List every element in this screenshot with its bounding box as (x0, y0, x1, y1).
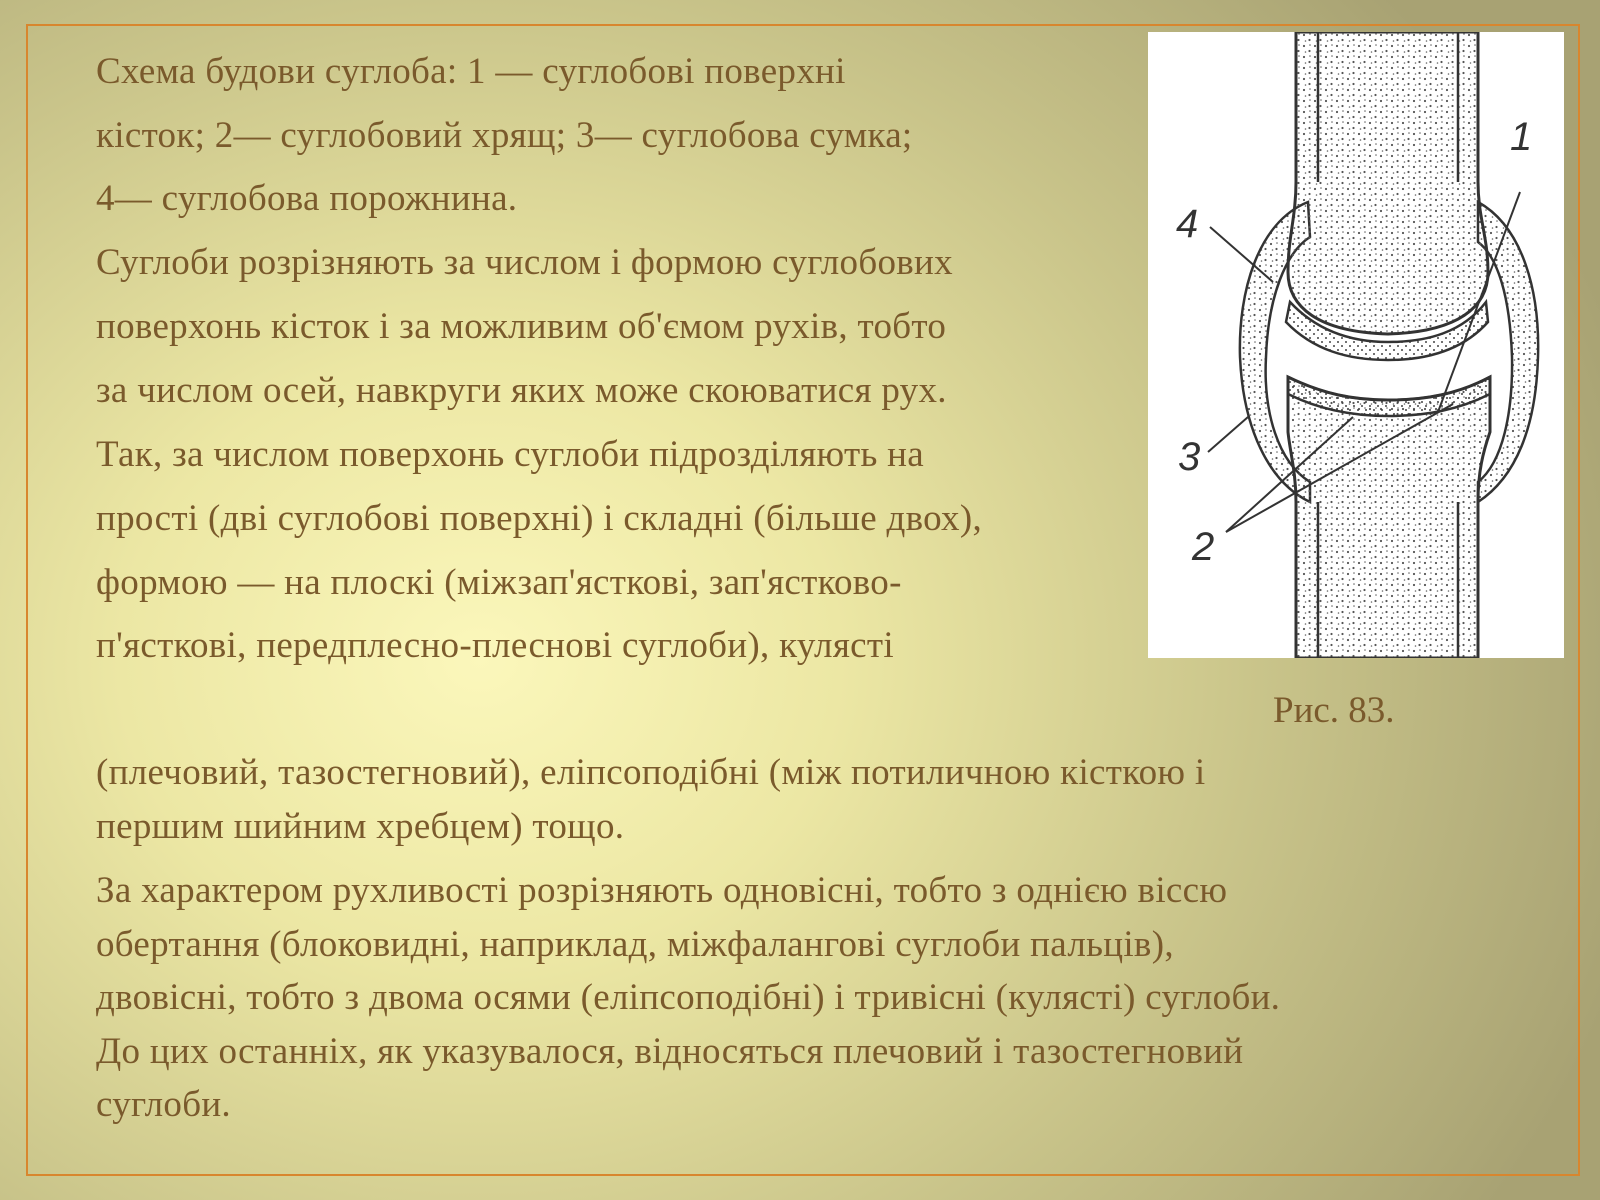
text-line: формою — на плоскі (міжзап'ясткові, зап'ястково- (96, 562, 902, 603)
text-line: До цих останніх, як указувалося, відносяться плечовий і тазостегновий (96, 1031, 1244, 1072)
figure-caption: Рис. 83. (1273, 690, 1395, 731)
text-line: обертання (блоковидні, наприклад, міжфалангові суглоби пальців), (96, 924, 1174, 965)
text-line: суглоби. (96, 1084, 231, 1125)
text-line: п'ясткові, передплесно-плеснові суглоби), кулясті (96, 625, 894, 666)
figure-label-3: 3 (1178, 435, 1201, 479)
joint-diagram (1148, 32, 1564, 658)
text-line: Суглоби розрізняють за числом і формою суглобових (96, 242, 953, 283)
text-line: першим шийним хребцем) тощо. (96, 806, 625, 847)
text-line: Схема будови суглоба: 1 — суглобові поверхні (96, 51, 846, 92)
text-line: за числом осей, навкруги яких може скоюватися рух. (96, 370, 947, 411)
text-line: За характером рухливості розрізняють одновісні, тобто з однією віссю (96, 870, 1228, 911)
text-line: прості (дві суглобові поверхні) і складні (більше двох), (96, 498, 983, 539)
figure-label-2: 2 (1192, 525, 1215, 569)
figure-label-1: 1 (1510, 115, 1533, 159)
text-line: кісток; 2— суглобовий хрящ; 3— суглобова сумка; (96, 115, 913, 156)
text-line: поверхонь кісток і за можливим об'ємом рухів, тобто (96, 306, 947, 347)
text-line: (плечовий, тазостегновий), еліпсоподібні (між потиличною кісткою і (96, 752, 1206, 793)
text-line: 4— суглобова порожнина. (96, 178, 518, 219)
figure-label-4: 4 (1176, 202, 1199, 246)
text-line: двовісні, тобто з двома осями (еліпсоподібні) і тривісні (кулясті) суглоби. (96, 977, 1281, 1018)
text-line: Так, за числом поверхонь суглоби підрозділяють на (96, 434, 924, 475)
